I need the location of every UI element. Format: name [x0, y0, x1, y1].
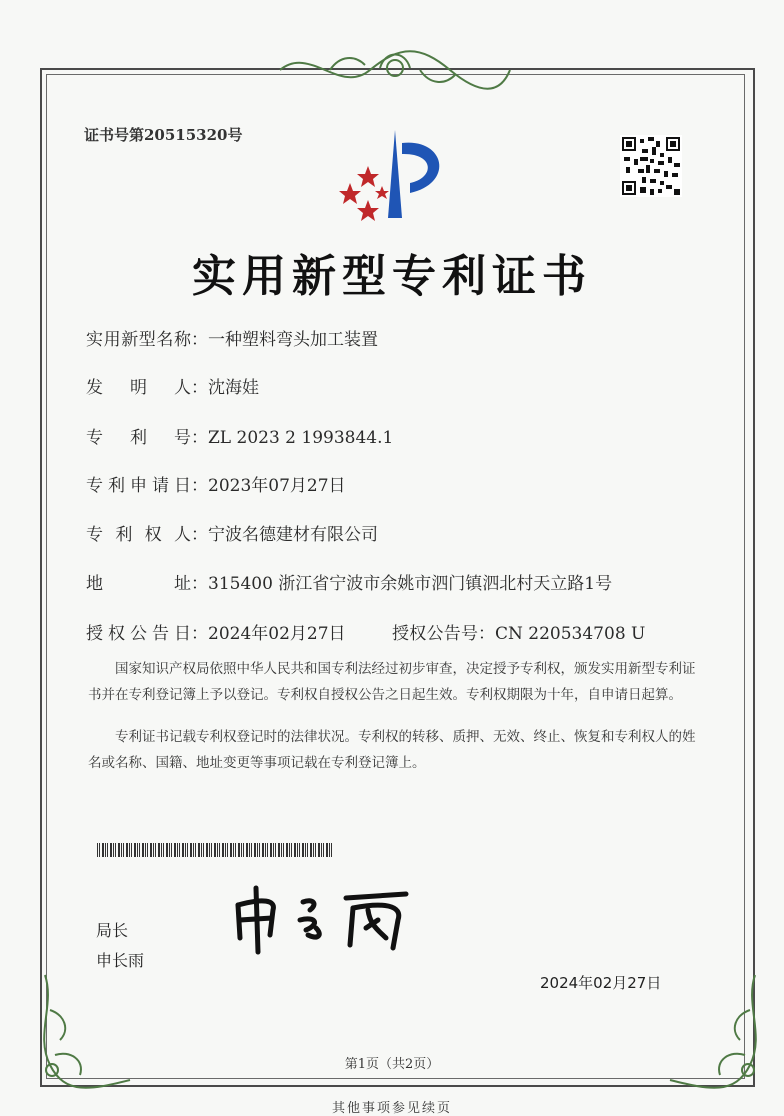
- body-paragraph-2: 专利证书记载专利权登记时的法律状况。专利权的转移、质押、无效、终止、恢复和专利权人的姓名或名称、国籍、地址变更等事项记载在专利登记簿上。: [88, 729, 696, 771]
- field-value: 一种塑料弯头加工装置: [208, 330, 378, 350]
- field-value: 沈海娃: [208, 378, 259, 398]
- field-separator: ：: [191, 574, 208, 594]
- field-label: 专利权人: [86, 525, 191, 545]
- field-separator: ：: [191, 476, 208, 496]
- field-inventor: [86, 373, 259, 398]
- bottom-left-vine-ornament: [30, 965, 140, 1095]
- field-address: [86, 569, 612, 594]
- field-value: CN 220534708 U: [495, 624, 646, 644]
- field-label: 专利申请日: [86, 476, 191, 496]
- field-separator: ：: [191, 624, 208, 644]
- field-label: 授权公告日: [86, 624, 191, 644]
- field-value: 2024年02月27日: [208, 624, 346, 644]
- field-separator: ：: [191, 428, 208, 448]
- field-filing-date: [86, 471, 346, 496]
- qr-code: [620, 135, 682, 197]
- patent-office-emblem: [330, 128, 460, 228]
- field-utility-model-name: [86, 325, 378, 350]
- field-separator: ：: [478, 624, 495, 644]
- body-paragraph-1: 国家知识产权局依照中华人民共和国专利法经过初步审查，决定授予专利权，颁发实用新型专利证书并在专利登记簿上予以登记。专利权自授权公告之日起生效。专利权期限为十年，自申请日起算。: [88, 661, 696, 703]
- field-label: 地址: [86, 574, 191, 594]
- signer-name: 申长雨: [96, 951, 145, 970]
- field-patentee: [86, 520, 378, 545]
- barcode: [97, 843, 334, 857]
- top-vine-ornament: [270, 40, 520, 100]
- field-separator: ：: [191, 378, 208, 398]
- sign-date: 2024年02月27日: [540, 974, 662, 992]
- page-indicator: 第1页（共2页）: [344, 1057, 440, 1072]
- field-value: ZL 2023 2 1993844.1: [208, 428, 394, 448]
- field-value: 宁波名德建材有限公司: [208, 525, 378, 545]
- field-separator: ：: [191, 525, 208, 545]
- signer-title: 局长: [96, 921, 129, 940]
- continue-note: 其他事项参见续页: [331, 1101, 452, 1116]
- handwritten-signature: [228, 880, 418, 955]
- field-label: 实用新型名称: [86, 330, 191, 350]
- field-grant-date: [86, 619, 346, 644]
- certificate-number: 证书号第20515320号: [84, 126, 243, 144]
- field-label: 发明人: [86, 378, 191, 398]
- field-patent-number: [86, 423, 393, 448]
- field-grant-number: [392, 619, 645, 644]
- field-value: 2023年07月27日: [208, 476, 346, 496]
- field-label: 授权公告号: [392, 624, 478, 644]
- certificate-title: 实用新型专利证书: [192, 251, 592, 302]
- field-label: 专利号: [86, 428, 191, 448]
- bottom-right-vine-ornament: [660, 965, 770, 1095]
- field-value: 315400 浙江省宁波市余姚市泗门镇泗北村天立路1号: [208, 574, 613, 594]
- field-separator: ：: [191, 330, 208, 350]
